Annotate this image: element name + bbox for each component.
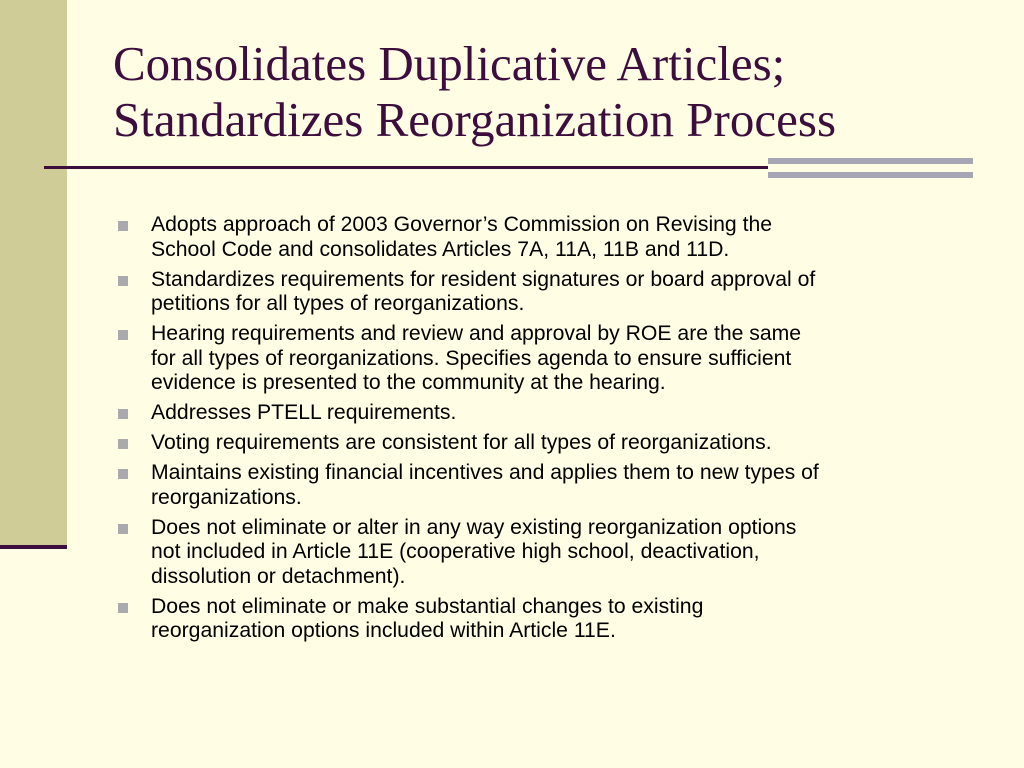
- bullet-text-line: for all types of reorganizations. Specifies agenda to ensure sufficient: [151, 346, 792, 370]
- bullet-text-line: Does not eliminate or alter in any way existing reorganization options: [151, 515, 797, 539]
- bullet-item: [118, 401, 978, 426]
- bullet-text-line: dissolution or detachment).: [151, 564, 406, 588]
- bullet-item: [118, 461, 978, 510]
- accent-bar: [768, 158, 973, 164]
- bullet-item: [118, 268, 978, 317]
- square-bullet-icon: [118, 409, 128, 419]
- bullet-text-line: Standardizes requirements for resident signatures or board approval of: [151, 267, 816, 291]
- square-bullet-icon: [118, 469, 128, 479]
- bullet-item: [118, 516, 978, 590]
- bullet-text-line: School Code and consolidates Articles 7A, 11A, 11B and 11D.: [151, 237, 730, 261]
- side-band-rule: [0, 545, 67, 549]
- bullet-item: [118, 213, 978, 262]
- square-bullet-icon: [118, 276, 128, 286]
- square-bullet-icon: [118, 524, 128, 534]
- side-band: [0, 0, 67, 545]
- bullet-text-line: not included in Article 11E (cooperative high school, deactivation,: [151, 540, 760, 563]
- slide-title: [113, 36, 993, 148]
- bullet-list: [118, 213, 978, 649]
- bullet-item: [118, 431, 978, 456]
- bullet-item: [118, 322, 978, 396]
- bullet-text-line: reorganization options included within Article 11E.: [151, 619, 616, 642]
- bullet-text-line: evidence is presented to the community at the hearing.: [151, 371, 666, 394]
- square-bullet-icon: [118, 221, 128, 231]
- bullet-text-line: Maintains existing financial incentives and applies them to new types of: [151, 461, 819, 484]
- title-accent-bars: [768, 158, 973, 179]
- bullet-text-line: Addresses PTELL requirements.: [151, 401, 457, 424]
- square-bullet-icon: [118, 330, 128, 340]
- bullet-text-line: petitions for all types of reorganizations.: [151, 292, 525, 315]
- bullet-text-line: reorganizations.: [151, 485, 302, 509]
- bullet-item: [118, 595, 978, 644]
- slide-title-line: Standardizes Reorganization Process: [113, 92, 837, 147]
- bullet-text-line: Hearing requirements and review and approval by ROE are the same: [151, 322, 802, 345]
- bullet-text-line: Voting requirements are consistent for all types of reorganizations.: [151, 431, 772, 454]
- slide-title-line: Consolidates Duplicative Articles;: [113, 36, 786, 91]
- square-bullet-icon: [118, 603, 128, 613]
- bullet-text-line: Adopts approach of 2003 Governor’s Commission on Revising the: [151, 213, 773, 236]
- accent-bar: [768, 172, 973, 178]
- square-bullet-icon: [118, 439, 128, 449]
- title-underline: [44, 166, 768, 169]
- bullet-text-line: Does not eliminate or make substantial changes to existing: [151, 594, 704, 618]
